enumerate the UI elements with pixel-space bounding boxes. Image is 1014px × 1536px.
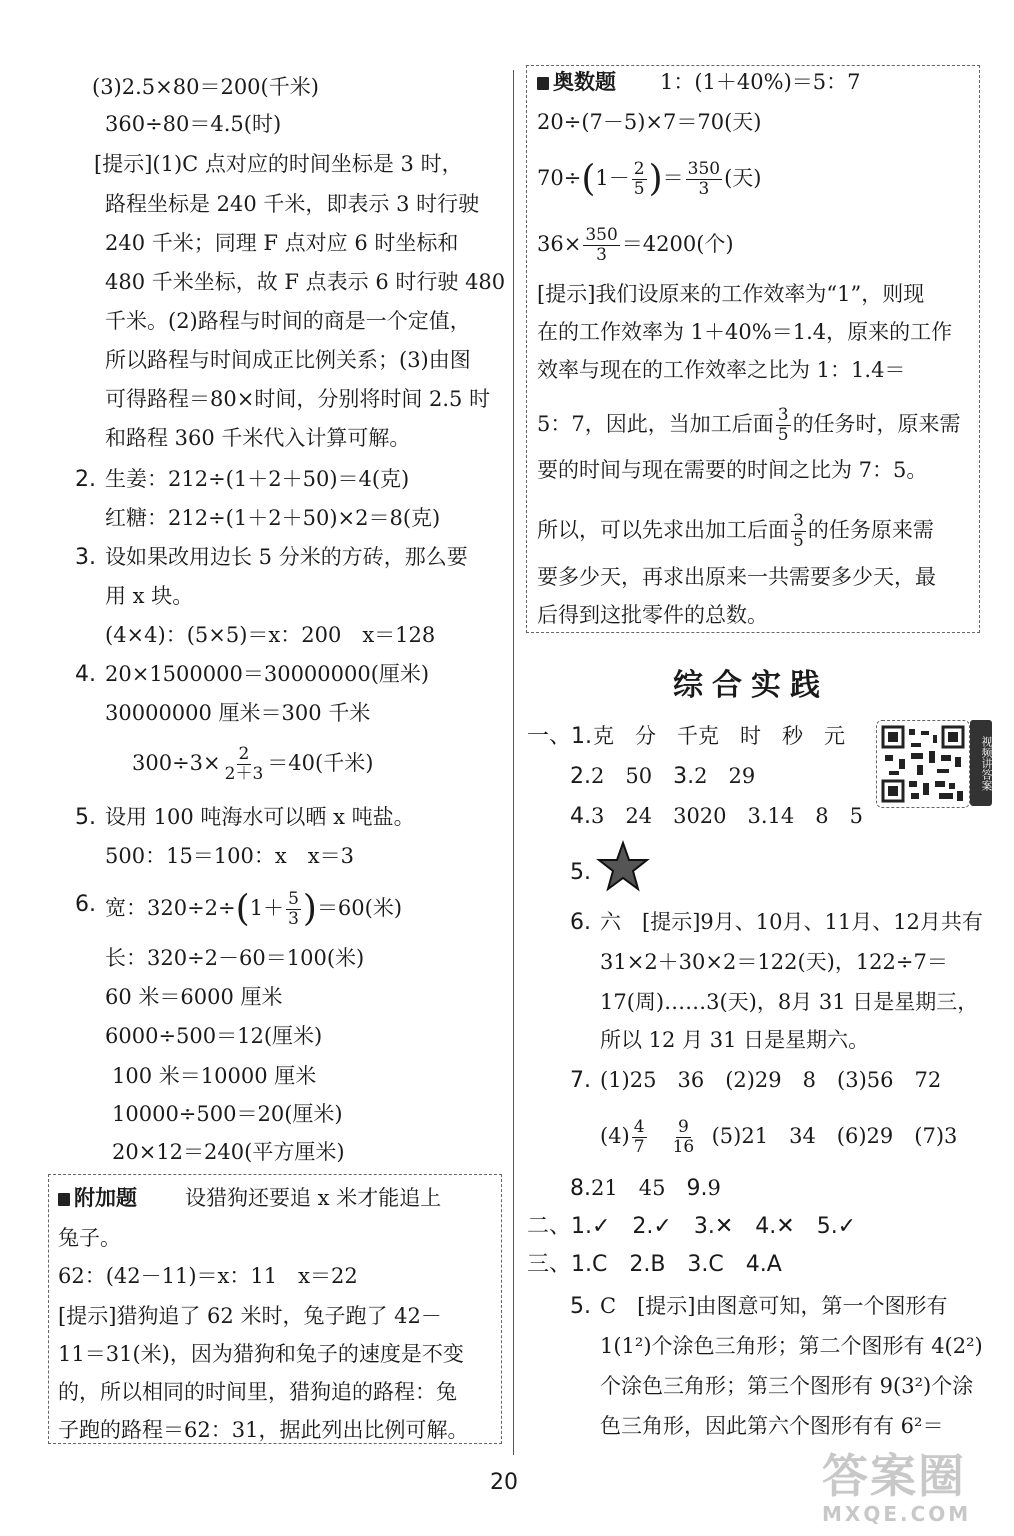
extra-line: 62：(42－11)＝x：11 x＝22 — [58, 1264, 358, 1288]
left-line: [提示](1)C 点对应的时间坐标是 3 时， — [94, 152, 463, 176]
right-fraction-line: (4) $\frac{4}{7}$ $\frac{9}{16}$ (5)21 34 (6)29 (7)3 — [600, 1117, 958, 1157]
left-line: 30000000 厘米＝300 千米 — [105, 701, 371, 725]
olympiad-line: 要多少天，再求出原来一共需要多少天，最 — [537, 565, 936, 589]
right-line: 17(周)……3(天)，8月 31 日是星期三， — [600, 990, 979, 1014]
watermark-logo: 答案圈 MXQE.COM — [822, 1449, 972, 1526]
right-line: 所以 12 月 31 日是星期六。 — [600, 1028, 870, 1052]
olympiad-line: 效率与现在的工作效率之比为 1：1.4＝ — [537, 358, 906, 382]
right-line: 色三角形，因此第六个图形有有 6²＝ — [600, 1414, 944, 1438]
left-line: 生姜：212÷(1＋2＋50)＝4(克) — [105, 467, 410, 491]
left-line: 设用 100 吨海水可以晒 x 吨盐。 — [105, 805, 415, 829]
item-number-4: 4. — [75, 662, 96, 687]
left-line: 60 米＝6000 厘米 — [105, 985, 283, 1009]
left-line: 360÷80＝4.5(时) — [105, 112, 282, 136]
extra-line: 11＝31(米)，因为猎狗和兔子的速度是不变 — [58, 1342, 464, 1366]
olympiad-fraction-line: 所以，可以先求出加工后面 $\frac{3}{5}$ 的任务原来需 — [537, 511, 934, 551]
olympiad-badge: 奥数题 — [537, 68, 616, 96]
olympiad-line: 在的工作效率为 1＋40%＝1.4，原来的工作 — [537, 320, 953, 344]
extra-badge: 附加题 — [58, 1184, 137, 1212]
right-line: 克 分 千克 时 秒 元 — [593, 724, 845, 748]
right-line: (1)25 36 (2)29 8 (3)56 72 — [600, 1068, 942, 1092]
left-line: 100 米＝10000 厘米 — [112, 1064, 317, 1088]
left-line: 用 x 块。 — [105, 584, 194, 608]
fraction-line: 宽：320÷2÷(1＋ $\frac{5}{3}$ )＝60(米) — [105, 888, 403, 930]
item-number-6: 6. — [570, 910, 591, 935]
badge-square-icon — [537, 77, 549, 90]
qr-code-icon[interactable] — [876, 720, 970, 808]
qr-video-label: 视频讲答案 — [970, 720, 992, 806]
badge-square-icon — [58, 1193, 70, 1206]
item-number-6: 6. — [75, 892, 96, 917]
left-line: (3)2.5×80＝200(千米) — [92, 75, 319, 99]
left-line: 千米。(2)路程与时间的商是一个定值， — [105, 309, 471, 333]
right-line: 六 [提示]9月、10月、11月、12月共有 — [600, 910, 983, 934]
olympiad-fraction-line: 70÷(1－ $\frac{2}{5}$ )＝ $\frac{350}{3}$ (天) — [537, 158, 762, 200]
extra-line: 子跑的路程＝62：31，据此列出比例可解。 — [58, 1418, 469, 1442]
olympiad-fraction-line: 5：7，因此，当加工后面 $\frac{3}{5}$ 的任务时，原来需 — [537, 405, 961, 445]
left-line: (4×4)：(5×5)＝x：200 x＝128 — [105, 623, 436, 647]
page-number: 20 — [490, 1470, 518, 1495]
item-number-5: 5. — [570, 1294, 591, 1319]
right-line: 1(1²)个涂色三角形；第二个图形有 4(2²) — [600, 1334, 983, 1358]
left-line: 500：15＝100：x x＝3 — [105, 844, 354, 868]
left-line: 设如果改用边长 5 分米的方砖，那么要 — [105, 545, 468, 569]
column-divider — [513, 70, 514, 1455]
left-line: 所以路程与时间成正比例关系；(3)由图 — [105, 348, 471, 372]
left-line: 6000÷500＝12(厘米) — [105, 1024, 323, 1048]
left-line: 可得路程＝80×时间，分别将时间 2.5 时 — [105, 387, 491, 411]
item-number-7: 7. — [570, 1068, 591, 1093]
olympiad-line: 后得到这批零件的总数。 — [537, 603, 768, 627]
section-title: 综合实践 — [673, 668, 829, 703]
left-line: 路程坐标是 240 千米，即表示 3 时行驶 — [105, 192, 480, 216]
olympiad-line: [提示]我们设原来的工作效率为“1”，则现 — [537, 282, 925, 306]
item-number-3: 3. — [75, 545, 96, 570]
part2-line: 二、1.✓ 2.✓ 3.✕ 4.✕ 5.✓ — [527, 1214, 857, 1239]
right-line: 8.21 45 9.9 — [570, 1176, 721, 1201]
part1-label: 一、1. — [527, 724, 592, 749]
right-line: 2.2 50 3.2 29 — [570, 764, 756, 789]
extra-line: [提示]猎狗追了 62 米时，兔子跑了 42－ — [58, 1304, 442, 1328]
olympiad-line: 要的时间与现在需要的时间之比为 7：5。 — [537, 458, 928, 482]
left-line: 长：320÷2－60＝100(米) — [105, 946, 365, 970]
star-icon — [596, 840, 650, 894]
extra-line: 设猎狗还要追 x 米才能追上 — [185, 1186, 442, 1210]
left-line: 240 千米；同理 F 点对应 6 时坐标和 — [105, 231, 459, 255]
extra-line: 兔子。 — [58, 1226, 121, 1250]
right-line: C [提示]由图意可知，第一个图形有 — [600, 1294, 948, 1318]
left-line: 20×1500000＝30000000(厘米) — [105, 662, 430, 686]
right-line: 个涂色三角形；第三个图形有 9(3²)个涂 — [600, 1374, 974, 1398]
item-number-5: 5. — [75, 805, 96, 830]
item-number-2: 2. — [75, 467, 96, 492]
left-line: 红糖：212÷(1＋2＋50)×2＝8(克) — [105, 506, 441, 530]
right-line: 4.3 24 3020 3.14 8 5 — [570, 804, 864, 829]
fraction-line: 300÷3× $\frac{2}{2+3}$ ＝40(千米) — [132, 744, 374, 784]
left-line: 480 千米坐标，故 F 点表示 6 时行驶 480 — [105, 270, 506, 294]
right-line: 31×2＋30×2＝122(天)，122÷7＝ — [600, 950, 948, 974]
olympiad-line: 20÷(7－5)×7＝70(天) — [537, 110, 762, 134]
olympiad-line: 1：(1＋40%)＝5：7 — [660, 70, 861, 94]
left-line: 和路程 360 千米代入计算可解。 — [105, 426, 411, 450]
extra-line: 的，所以相同的时间里，猎狗追的路程：兔 — [58, 1380, 457, 1404]
left-line: 10000÷500＝20(厘米) — [112, 1102, 343, 1126]
item-number-5: 5. — [570, 860, 591, 885]
olympiad-fraction-line: 36× $\frac{350}{3}$ ＝4200(个) — [537, 225, 734, 265]
left-line: 20×12＝240(平方厘米) — [112, 1140, 345, 1164]
part3-line: 三、1.C 2.B 3.C 4.A — [527, 1252, 782, 1277]
